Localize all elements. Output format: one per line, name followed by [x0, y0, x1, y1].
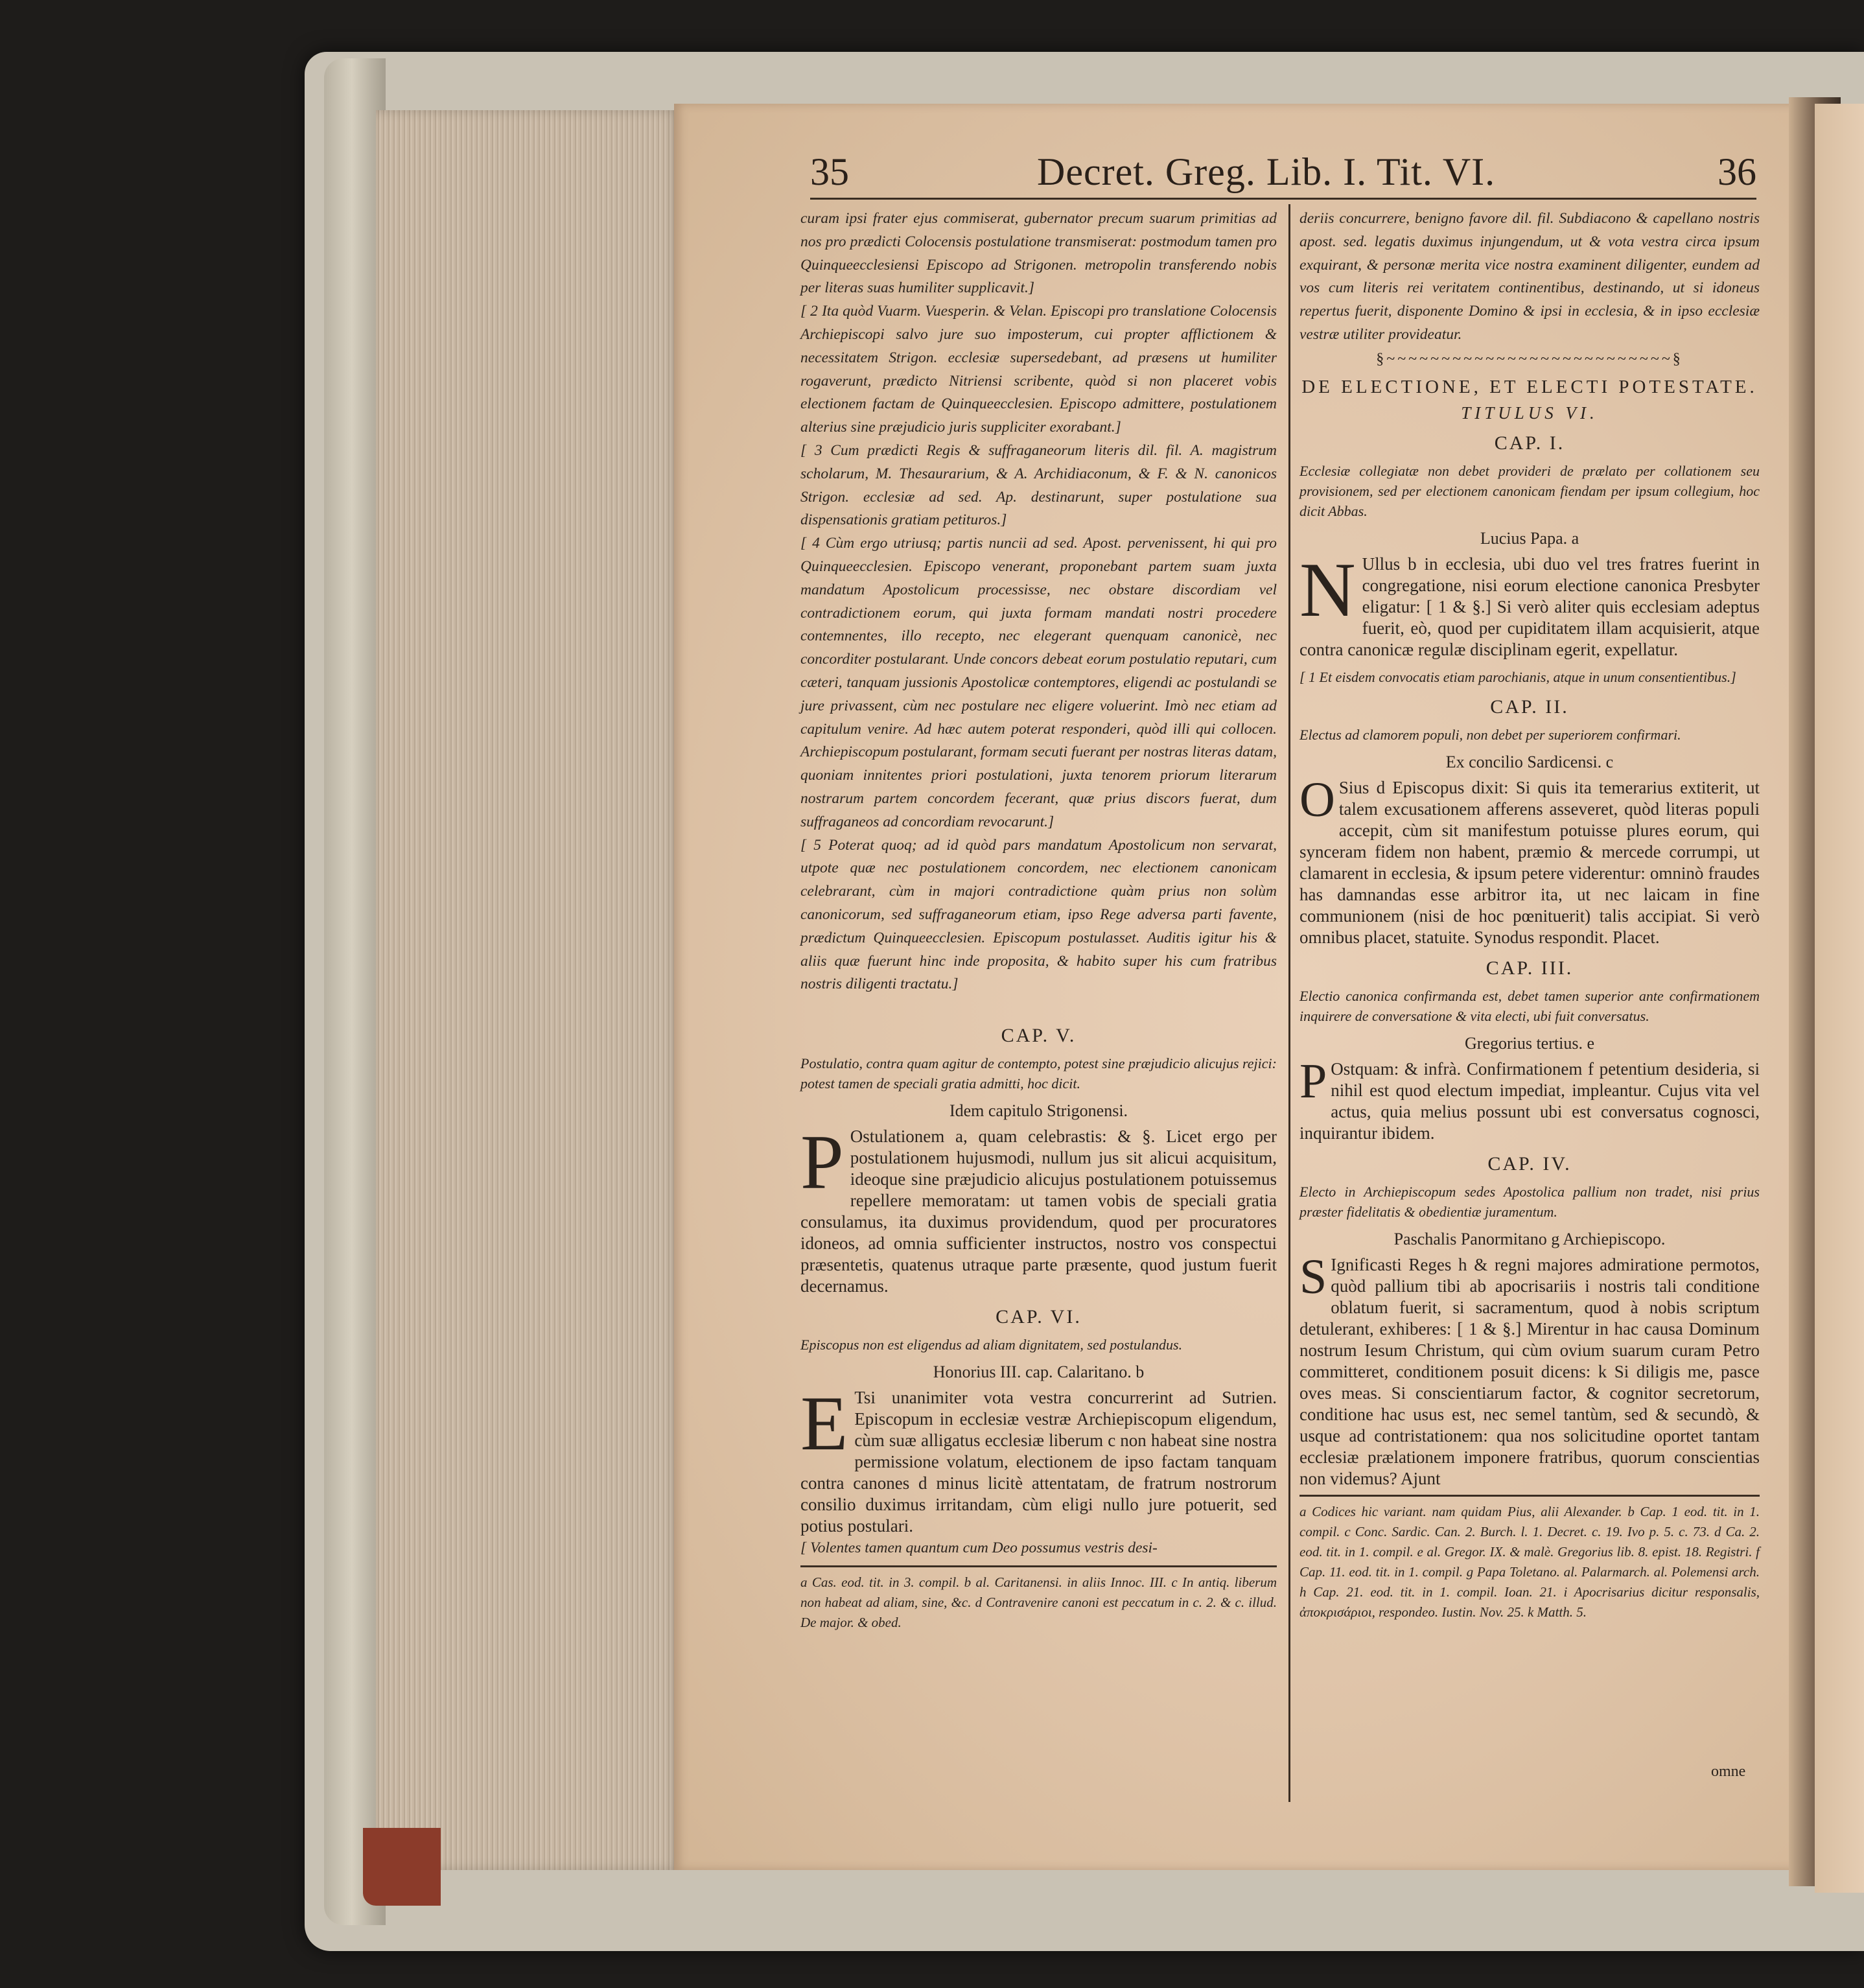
- cap6-dropcap: E: [800, 1380, 848, 1467]
- cap2-body: Sius d Episcopus dixit: Si quis ita temerarius extiterit, ut talem excusationem afferens asseveret, quòd literas populi accepit, cùm sit manifestum potuisse plures eorum, qui synceram fidem non habent, præmio & mercede corrumpi, ut clamarent in ecclesia, & ipsum petere viderentur: omninò fraudes has damnandas esse arbitror ita, ut nec laicam in fine communionem (nisi de hoc pœnituerit) talis accipiat. Si verò omnibus placet, statuite. Synodus respondit. Placet.: [1299, 777, 1760, 947]
- cap4-summary: Electo in Archiepiscopum sedes Apostolica pallium non tradet, nisi prius præster fidelitatis & obedientiæ juramentum.: [1299, 1183, 1760, 1220]
- cap6-text: [800, 1380, 1277, 1537]
- cap3-body: Ostquam: & infrà. Confirmationem f petentium desideria, si nihil est quod electum impediat, impleantur. Cujus vita vel actus, quia melius possunt ubi est conversatus cognosci, inquirantur ibidem.: [1299, 1058, 1760, 1143]
- cap3-summary: Electio canonica confirmanda est, debet tamen superior ante confirmationem inquirere de conversatione & vita electi, ubi fuit conversatus.: [1299, 987, 1760, 1024]
- cap6-body: Tsi unanimiter vota vestra concurrerint ad Sutrien. Episcopum in ecclesiæ vestræ Archiepiscopum eligendum, cùm suæ alligatus ecclesiæ liberum c non habeat sine nostra permissione volatum, electionem de ipso factam tanquam contra canones d minus licitè attentatam, de fratrum nostrorum consilio duximus irritandam, cùm eligi nullo jure potuerit, sed potius postulari.: [800, 1388, 1277, 1536]
- section-title: DE ELECTIONE, ET ELECTI POTESTATE.: [1301, 376, 1758, 397]
- cap2-text: [1299, 772, 1760, 948]
- cap1-dropcap: N: [1299, 546, 1356, 633]
- cap1-tail: [ 1 Et eisdem convocatis etiam parochianis, atque in unum consentientibus.]: [1299, 668, 1736, 685]
- cap4-heading: CAP. IV.: [1487, 1152, 1572, 1175]
- left-column: [800, 207, 1277, 1633]
- cap5-body: Ostulationem a, quam celebrastis: & §. Licet ergo per postulationem hujusmodi, nullum jus sit alicui acquisitum, ideoque sine præjudicio alicujus postulationem potuissemus repellere memoratam: ut tamen vobis de speciali gratia consulamus, ita duximus providendum, quod per procuratores idoneos, ad omnia sufficienter instructos, nostro vos conspectui præsentetis, quatenus utraque parte præsente, quod justum fuerit decernamus.: [800, 1127, 1277, 1296]
- footnote-rule: [1299, 1495, 1760, 1497]
- facing-page-edge: [1815, 104, 1864, 1893]
- cap3-attribution: Gregorius tertius. e: [1464, 1033, 1594, 1053]
- cap5-summary: Postulatio, contra quam agitur de contempto, potest sine præjudicio alicujus rejici: potest tamen de speciali gratia admitti, hoc dicit.: [800, 1055, 1277, 1092]
- titulus: TITULUS VI.: [1461, 403, 1598, 423]
- cap4-body: Ignificasti Reges h & regni majores admiratione permotos, quòd pallium tibi ab apocrisariis i nostris tali conditione oblatum fuerit, si sacramentum, quod à nobis scriptum detulerant, exhiberes: [ 1 & §.] Mirentur in hac causa Dominum nostrum Iesum Christum, qui cùm ovium suarum curam Petro committeret, conditionem posuit dicens: k Si diligis me, pasce oves meas. Si conscientiarum factor, & cognitor secretorum, conditione hac usus est, nec semel tantùm, sed & secundò, & usque ad contristationem: qua nos solicitudine oportet tantam ecclesiæ prælationem imponere fratribus, quorum conscientias non videmus? Ajunt: [1299, 1254, 1760, 1488]
- cap3-dropcap: P: [1299, 1053, 1327, 1108]
- cap6-heading: CAP. VI.: [996, 1306, 1082, 1328]
- cap4-text: [1299, 1249, 1760, 1490]
- cap6-summary: Episcopus non est eligendus ad aliam dignitatem, sed postulandus.: [800, 1337, 1183, 1353]
- cap5-text: [800, 1119, 1277, 1297]
- right-column: [1299, 207, 1760, 1622]
- cap6-attribution: Honorius III. cap. Calaritano. b: [933, 1362, 1145, 1382]
- paragraph-3: [ 3 Cum prædicti Regis & suffraganeorum literis dil. fil. A. magistrum scholarum, M. Thesaurarium, & A. Archidiaconum, & F. & N. canonicos Strigon. ecclesiæ ad sed. Ap. destinarunt, super postulatione sua dispensationis gratiam petituros.]: [800, 441, 1277, 529]
- cap1-attribution: Lucius Papa. a: [1480, 528, 1579, 548]
- cap5-dropcap: P: [800, 1119, 844, 1206]
- column-rule: [1288, 204, 1290, 1802]
- cap6-tail: [ Volentes tamen quantum cum Deo possumus vestris desi-: [800, 1539, 1158, 1557]
- cap2-dropcap: O: [1299, 772, 1335, 827]
- page-number-left: 35: [810, 150, 849, 193]
- left-footnotes: a Cas. eod. tit. in 3. compil. b al. Caritanensi. in aliis Innoc. III. c In antiq. liberum non habeat ad aliam, sine, &c. d Contravenire canoni est peccatum in c. 2. & c. illud. De major. & obed.: [800, 1574, 1277, 1630]
- footnote-rule: [800, 1565, 1277, 1567]
- cap5-attribution: Idem capitulo Strigonensi.: [949, 1101, 1128, 1121]
- paragraph-continued: deriis concurrere, benigno favore dil. fil. Subdiacono & capellano nostris apost. sed. legatis duximus injungendum, ut & vota vestra circa ipsum exquirant, & personæ merita vice nostra examinent diligenter, eundem ad vos cum literis rei veritatem continentibus, destinando, ut si idoneus repertus fuerit, disponente Domino & ipsi in ecclesia, & in ipso ecclesiæ vestræ utiliter provideatur.: [1299, 210, 1760, 343]
- right-footnotes: a Codices hic variant. nam quidam Pius, alii Alexander. b Cap. 1 eod. tit. in 1. compil. c Conc. Sardic. Can. 2. Burch. l. 1. Decret. c. 19. Ivo p. 5. c. 73. d Ca. 2. eod. tit. in 1. compil. e al. Gregor. IX. & malè. Gregorius lib. 8. epist. 18. Registri. f Cap. 11. eod. tit. in 1. compil. g Papa Toletano. al. Palarmarch. al. Polemensi arch. h Cap. 21. eod. tit. in 1. compil. Ioan. 21. i Apocrisarius dicitur responsalis, ἀποκρισάριοι, respondeo. Iustin. Nov. 25. k Matth. 5.: [1299, 1503, 1760, 1620]
- running-header: [810, 146, 1756, 198]
- ornament-rule: §~~~~~~~~~~~~~~~~~~~~~~~~~~§: [1376, 350, 1683, 368]
- cap3-text: [1299, 1053, 1760, 1144]
- cap4-attribution: Paschalis Panormitano g Archiepiscopo.: [1393, 1229, 1666, 1248]
- header-title: Decret. Greg. Lib. I. Tit. VI.: [1037, 150, 1496, 193]
- cap1-heading: CAP. I.: [1494, 432, 1565, 454]
- paragraph-4: [ 4 Cùm ergo utriusq; partis nuncii ad sed. Apost. pervenissent, hi qui pro Quinqueecclesien. Episcopo venerant, proponebant partem suam juxta mandatum Apostolicum processisse, nec obstare discordiam vel contradictionem eorum, qui juxta formam mandati nostri procedere contemnentes, illo recepto, nec elegerant quenquam canonicè, nec concorditer postularant. Unde concors debeat eorum postulatio reputari, cum cæteri, tanquam jussionis Apostolicæ contemptores, eligendi ac postulandi se jure privassent, cùm nec postulare nec eligere voluerint. Imò nec etiam ad capitulum venire. Ad hæc autem poterat responderi, quòd illi qui collocen. Archiepiscopum postularant, formam secuti fuerant per nostras literas datam, quoniam innitentes priori postulationi, juxta tenorem priorum literarum nostrarum partem concordem fecerant, quæ prius discors fuerat, dum suffraganeos ad concordiam revocarunt.]: [800, 535, 1277, 830]
- cap1-body: Ullus b in ecclesia, ubi duo vel tres fratres fuerint in congregatione, nisi eorum electione canonica Presbyter eligatur: [ 1 & §.] Si verò aliter quis ecclesiam adeptus fuerit, eò, quod per cupiditatem illam acquisierit, atque contra canonicæ regulæ disciplinam egerit, expellatur.: [1299, 554, 1760, 659]
- paragraph-intro: curam ipsi frater ejus commiserat, gubernator precum suarum primitias ad nos pro prædicti Colocensis postulatione transmiserat: postmodum tamen pro Quinqueecclesiensi Episcopo ad Strigonen. metropolin transferendo nobis per literas suas humiliter supplicavit.]: [800, 210, 1277, 297]
- catchword: omne: [1711, 1763, 1746, 1780]
- cap2-summary: Electus ad clamorem populi, non debet per superiorem confirmari.: [1299, 726, 1681, 743]
- cap4-dropcap: S: [1299, 1249, 1327, 1304]
- cap1-text: [1299, 546, 1760, 661]
- red-page-edge: [363, 1828, 441, 1906]
- cap2-heading: CAP. II.: [1490, 696, 1569, 718]
- cap1-summary: Ecclesiæ collegiatæ non debet provideri de prælato per collationem seu provisionem, sed per electionem canonicam fiendam per ipsum collegium, hoc dicit Abbas.: [1299, 462, 1760, 519]
- header-rule: [810, 198, 1756, 200]
- cap2-attribution: Ex concilio Sardicensi. c: [1445, 752, 1614, 771]
- cap5-heading: CAP. V.: [1001, 1025, 1077, 1047]
- cap3-heading: CAP. III.: [1485, 957, 1574, 979]
- page-number-right: 36: [1718, 150, 1756, 193]
- page-block-edge: [376, 110, 681, 1870]
- paragraph-5: [ 5 Poterat quoq; ad id quòd pars mandatum Apostolicum non servarat, utpote quæ nec postulationem concordem, nec electionem canonicam celebrarant, cùm in majori contradictione quàm prius non solùm canonicorum, sed suffraganeorum etiam, ipso Rege adversa parti favente, prædictum Quinqueecclesien. Episcopum postulasset. Auditis igitur his & aliis quæ fuerunt hinc inde proposita, & habito super his cum fratribus nostris diligenti tractatu.]: [800, 836, 1277, 993]
- paragraph-2: [ 2 Ita quòd Vuarm. Vuesperin. & Velan. Episcopi pro translatione Colocensis Archiepiscopi salvo jure suo imposterum, cui propter afflictionem & necessitatem Strigon. ecclesiæ supersedebant, ad præsens ut humiliter rogaverunt, prædicto Nitriensi scribente, quòd si non placeret vobis electionem factam de Quinqueecclesien. Episcopo admittere, postulationem alterius sine præjudicio juris suppliciter exorabant.]: [800, 303, 1277, 436]
